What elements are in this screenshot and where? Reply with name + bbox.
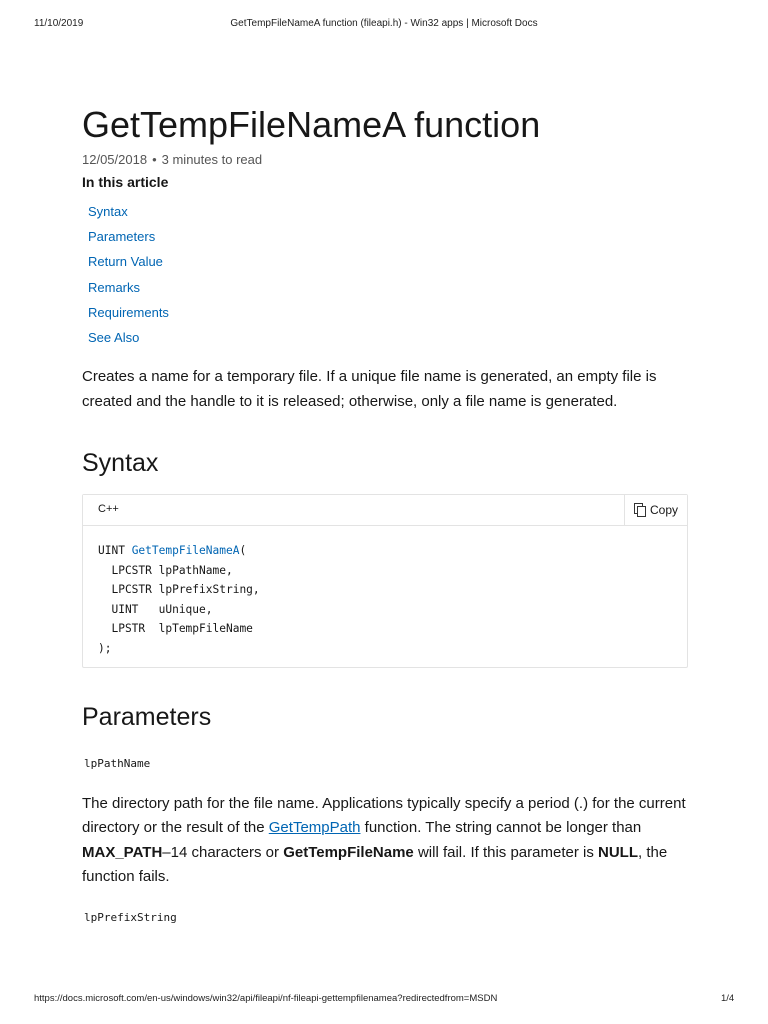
desc-text: function. The string cannot be longer than — [360, 819, 642, 837]
print-url: https://docs.microsoft.com/en-us/windows/win32/api/fileapi/nf-fileapi-gettempfilenamea?redirectedfrom=MSDN — [34, 993, 498, 1004]
read-time: 3 minutes to read — [161, 152, 263, 167]
code-language: C++ — [98, 503, 119, 515]
copy-button[interactable] — [624, 495, 687, 525]
desc-bold-function: GetTempFileName — [283, 843, 414, 861]
param-name-lppathname: lpPathName — [84, 757, 151, 770]
desc-text: will fail. If this parameter is — [413, 843, 598, 861]
toc-link-return-value[interactable]: Return Value — [88, 254, 163, 270]
code-block — [82, 494, 688, 668]
code-return-type: UINT — [98, 544, 132, 557]
print-header — [0, 18, 768, 32]
code-content — [98, 541, 260, 658]
copy-label: Copy — [649, 503, 678, 517]
code-parameters: ( LPCSTR lpPathName, LPCSTR lpPrefixString, UINT uUnique, LPSTR lpTempFileName ); — [98, 544, 260, 655]
copy-icon — [634, 503, 646, 517]
desc-text: –14 characters or — [162, 843, 284, 861]
page-number: 1/4 — [721, 993, 735, 1004]
toc-link-see-also[interactable]: See Also — [88, 329, 140, 345]
param-description-lppathname — [82, 792, 688, 889]
parameters-heading: Parameters — [82, 703, 212, 731]
intro-paragraph: Creates a name for a temporary file. If a unique file name is generated, an empty file is created and the handle to it is released; otherwise, only a file name is generated. — [82, 368, 657, 410]
param-name-lpprefixstring: lpPrefixString — [84, 911, 177, 924]
desc-text: The directory path for the file name. Applications typically specify a period (.) for the current directory or the result of the — [82, 795, 686, 837]
toc-link-remarks[interactable]: Remarks — [88, 279, 141, 295]
code-function-name[interactable]: GetTempFileNameA — [131, 544, 240, 557]
print-page-title: GetTempFileNameA function (fileapi.h) - Win32 apps | Microsoft Docs — [230, 18, 538, 29]
toc-list — [88, 202, 169, 353]
page-title: GetTempFileNameA function — [82, 104, 541, 145]
article-meta — [82, 152, 262, 167]
article-date: 12/05/2018 — [82, 152, 148, 167]
toc-link-parameters[interactable]: Parameters — [88, 229, 156, 245]
desc-bold-max-path: MAX_PATH — [82, 843, 163, 861]
toc-link-syntax[interactable]: Syntax — [88, 204, 128, 219]
toc-link-requirements[interactable]: Requirements — [88, 304, 169, 320]
syntax-heading: Syntax — [82, 449, 159, 477]
meta-separator: • — [152, 152, 157, 167]
desc-bold-null: NULL — [598, 843, 638, 861]
code-header — [83, 495, 687, 526]
gettemppath-link[interactable]: GetTempPath — [268, 819, 361, 837]
print-date: 11/10/2019 — [34, 18, 84, 29]
toc-title: In this article — [82, 174, 169, 190]
desc-text: , the function fails. — [82, 843, 668, 885]
